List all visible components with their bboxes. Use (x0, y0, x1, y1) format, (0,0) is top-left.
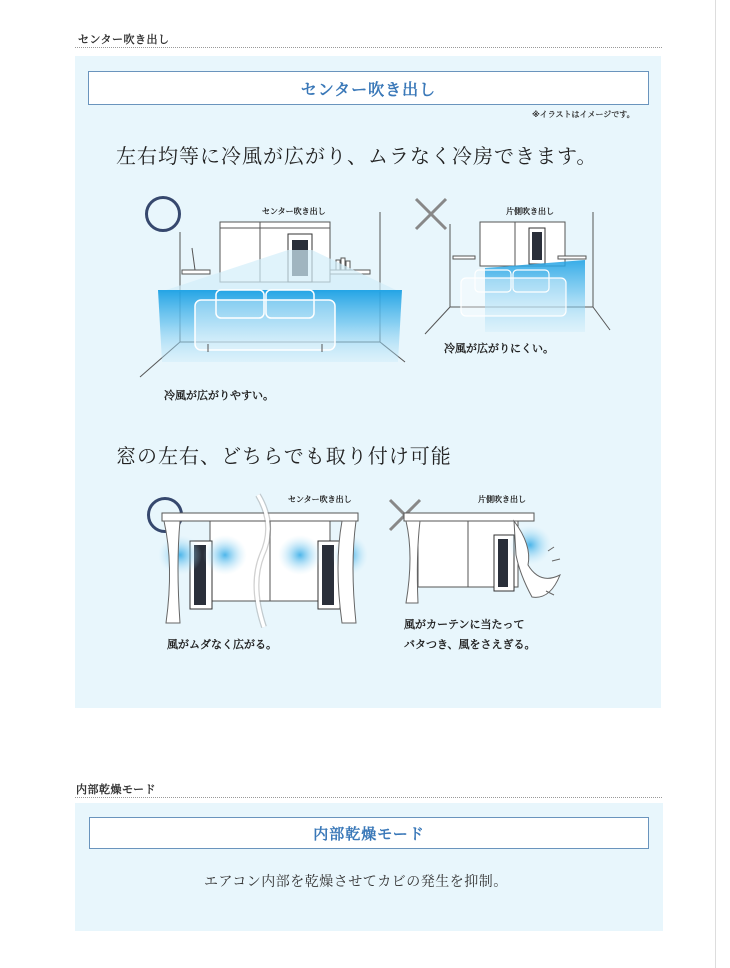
internal-dry-title: 内部乾燥モード (89, 817, 649, 849)
caption-curtain-flaps-2: バタつき、風をさえぎる。 (404, 638, 536, 651)
caption-wind-spreads: 風がムダなく広がる。 (167, 638, 277, 651)
label-side-outlet-2: 片側吹き出し (478, 495, 526, 504)
caption-curtain-flaps-1: 風がカーテンに当たって (404, 618, 525, 631)
center-outlet-title: センター吹き出し (88, 71, 649, 105)
section-heading-center-outlet: センター吹き出し (78, 33, 170, 46)
section-divider (75, 797, 662, 798)
room-illustration-side (425, 212, 615, 337)
section-heading-internal-dry: 内部乾燥モード (76, 783, 157, 796)
caption-cool-air-spreads: 冷風が広がりやすい。 (164, 389, 274, 402)
label-center-outlet-2: センター吹き出し (288, 495, 352, 504)
headline-install-either-side: 窓の左右、どちらでも取り付け可能 (116, 444, 452, 468)
window-illustration-side (400, 505, 565, 610)
label-center-outlet: センター吹き出し (262, 207, 326, 216)
window-illustration-center (150, 505, 365, 630)
image-note: ※イラストはイメージです。 (532, 110, 635, 119)
section-divider (75, 47, 662, 48)
room-illustration-center (140, 212, 410, 387)
caption-cool-air-not-spread: 冷風が広がりにくい。 (444, 342, 554, 355)
label-side-outlet: 片側吹き出し (506, 207, 554, 216)
internal-dry-description: エアコン内部を乾燥させてカビの発生を抑制。 (204, 874, 508, 890)
headline-even-cooling: 左右均等に冷風が広がり、ムラなく冷房できます。 (116, 144, 598, 168)
